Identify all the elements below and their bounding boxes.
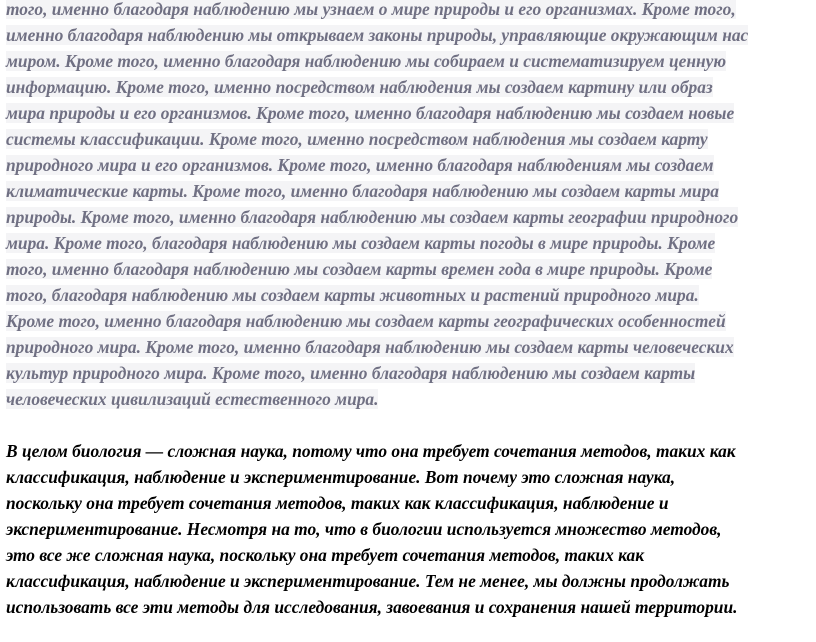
text-line: В целом биология — сложная наука, потому что она требует сочетания методов, таких как	[6, 441, 736, 461]
text-line: климатические карты. Кроме того, именно благодаря наблюдению мы создаем карты мира	[6, 181, 719, 201]
text-line: информацию. Кроме того, именно посредством наблюдения мы создаем картину или образ	[6, 77, 713, 97]
text-line: классификация, наблюдение и экспериментирование. Вот почему это сложная наука,	[6, 467, 676, 487]
text-line: того, именно благодаря наблюдению мы узнаем о мире природы и его организмах. Кроме того,	[6, 0, 736, 19]
text-line: мира природы и его организмов. Кроме того, именно благодаря наблюдению мы создаем новые	[6, 103, 735, 123]
text-line: культур природного мира. Кроме того, именно благодаря наблюдению мы создаем карты	[6, 363, 696, 383]
text-line: именно благодаря наблюдению мы открываем законы природы, управляющие окружающим нас	[6, 25, 749, 45]
text-line: поскольку она требует сочетания методов, таких как классификация, наблюдение и	[6, 493, 669, 513]
text-line: природного мира и его организмов. Кроме того, именно благодаря наблюдениям мы создаем	[6, 155, 714, 175]
text-line: человеческих цивилизаций естественного мира.	[6, 389, 379, 409]
text-line: экспериментирование. Несмотря на то, что в биологии используется множество методов,	[6, 519, 722, 539]
text-line: того, именно благодаря наблюдению мы создаем карты времен года в мире природы. Кроме	[6, 259, 713, 279]
paragraph-observation	[6, 0, 810, 412]
text-line: того, благодаря наблюдению мы создаем карты животных и растений природного мира.	[6, 285, 699, 305]
paragraph-conclusion	[6, 438, 810, 620]
text-line: использовать все эти методы для исследования, завоевания и сохранения нашей территории.	[6, 597, 738, 617]
text-line: мира. Кроме того, благодаря наблюдению мы создаем карты погоды в мире природы. Кроме	[6, 233, 716, 253]
text-line: Кроме того, именно благодаря наблюдению мы создаем карты географических особенностей	[6, 311, 726, 331]
text-line: природного мира. Кроме того, именно благодаря наблюдению мы создаем карты человеческих	[6, 337, 734, 357]
text-line: классификация, наблюдение и экспериментирование. Тем не менее, мы должны продолжать	[6, 571, 730, 591]
text-line: миром. Кроме того, именно благодаря наблюдению мы собираем и систематизируем ценную	[6, 51, 727, 71]
text-line: это все же сложная наука, поскольку она требует сочетания методов, таких как	[6, 545, 645, 565]
text-line: системы классификации. Кроме того, именно посредством наблюдения мы создаем карту	[6, 129, 708, 149]
text-line: природы. Кроме того, именно благодаря наблюдению мы создаем карты географии природного	[6, 207, 739, 227]
